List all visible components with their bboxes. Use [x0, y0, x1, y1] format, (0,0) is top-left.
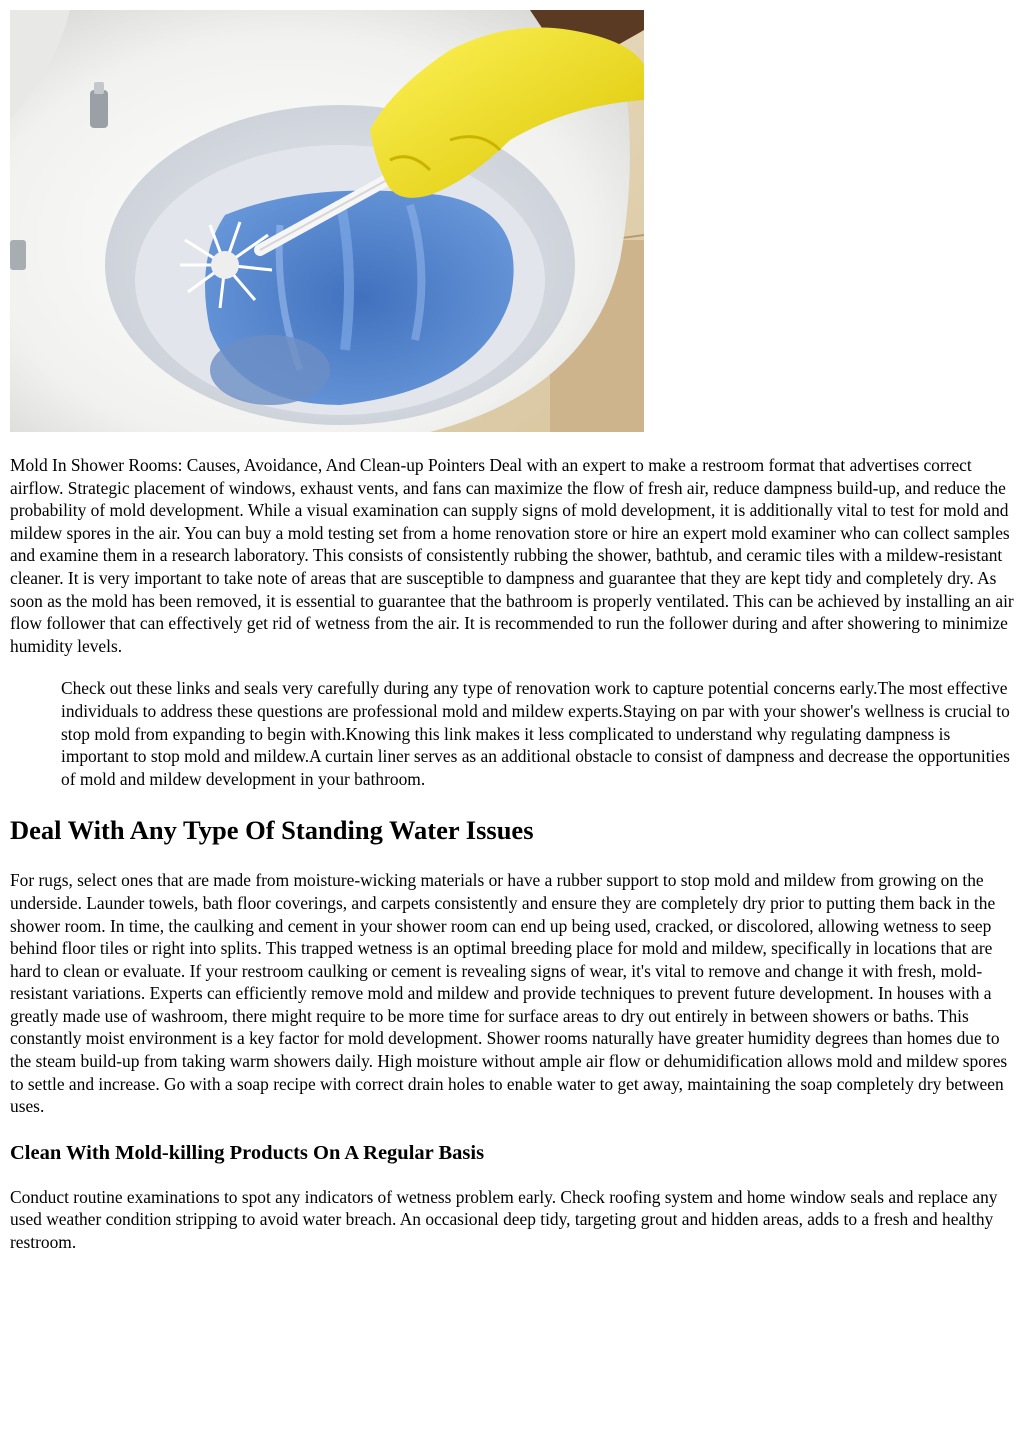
- clean-paragraph: Conduct routine examinations to spot any indicators of wetness problem early. Check roofing system and home window seals and replace any used weather condition stripping to avoid water breach. An occasional deep tidy, targeting grout and hidden areas, adds to a fresh and healthy restroom.: [10, 1186, 998, 1253]
- quote-paragraph: Check out these links and seals very carefully during any type of renovation work to capture potential concerns early.The most effective individuals to address these questions are professional mold and mildew experts.Staying on par with your shower's wellness is crucial to stop mold from expanding to begin with.Knowing this link makes it less complicated to understand why regulating dampness is important to stop mold and mildew.A curtain liner serves as an additional obstacle to consist of dampness and decrease the opportunities of mold and mildew development in your bathroom.: [61, 678, 1010, 789]
- article: [10, 10, 1014, 1254]
- toilet-cleaning-photo: [10, 10, 644, 432]
- section-heading-clean: Clean With Mold-killing Products On A Regular Basis: [10, 1141, 485, 1164]
- standing-water-paragraph: For rugs, select ones that are made from moisture-wicking materials or have a rubber support to stop mold and mildew from growing on the underside. Launder towels, bath floor coverings, and carpets consistently and ensure they are completely dry prior to putting them back in the shower room. In time, the caulking and cement in your shower room can end up being used, cracked, or discolored, allowing wetness to seep behind floor tiles or right into splits. This trapped wetness is an optimal breeding place for mold and mildew, specifically in locations that are hard to clean or evaluate. If your restroom caulking or cement is revealing signs of wear, it's vital to remove and change it with fresh, mold-resistant variations. Experts can efficiently remove mold and mildew and provide techniques to prevent future development. In houses with a greatly made use of washroom, there might require to be more time for surface areas to dry out entirely in between showers or baths. This constantly moist environment is a key factor for mold development. Shower rooms naturally have greater humidity degrees than homes due to the steam build-up from taking warm showers daily. High moisture without ample air flow or dehumidification allows mold and mildew spores to settle and increase. Go with a soap recipe with correct drain holes to enable water to get away, maintaining the soap completely dry between uses.: [10, 870, 1008, 1117]
- intro-paragraph: Mold In Shower Rooms: Causes, Avoidance, And Clean-up Pointers Deal with an expert to make a restroom format that advertises correct airflow. Strategic placement of windows, exhaust vents, and fans can maximize the flow of fresh air, reduce dampness build-up, and reduce the probability of mold development. While a visual examination can supply signs of mold development, it is additionally vital to test for mold and mildew spores in the air. You can buy a mold testing set from a home renovation store or hire an expert mold examiner who can collect samples and examine them in a research laboratory. This consists of consistently rubbing the shower, bathtub, and ceramic tiles with a mildew-resistant cleaner. It is very important to take note of areas that are susceptible to dampness and guarantee that they are kept tidy and completely dry. As soon as the mold has been removed, it is essential to guarantee that the bathroom is properly ventilated. This can be achieved by installing an air flow follower that can effectively get rid of wetness from the air. It is recommended to run the follower during and after showering to minimize humidity levels.: [10, 455, 1014, 656]
- quote-block: [61, 677, 1014, 790]
- section-heading-standing-water: Deal With Any Type Of Standing Water Issues: [10, 815, 534, 846]
